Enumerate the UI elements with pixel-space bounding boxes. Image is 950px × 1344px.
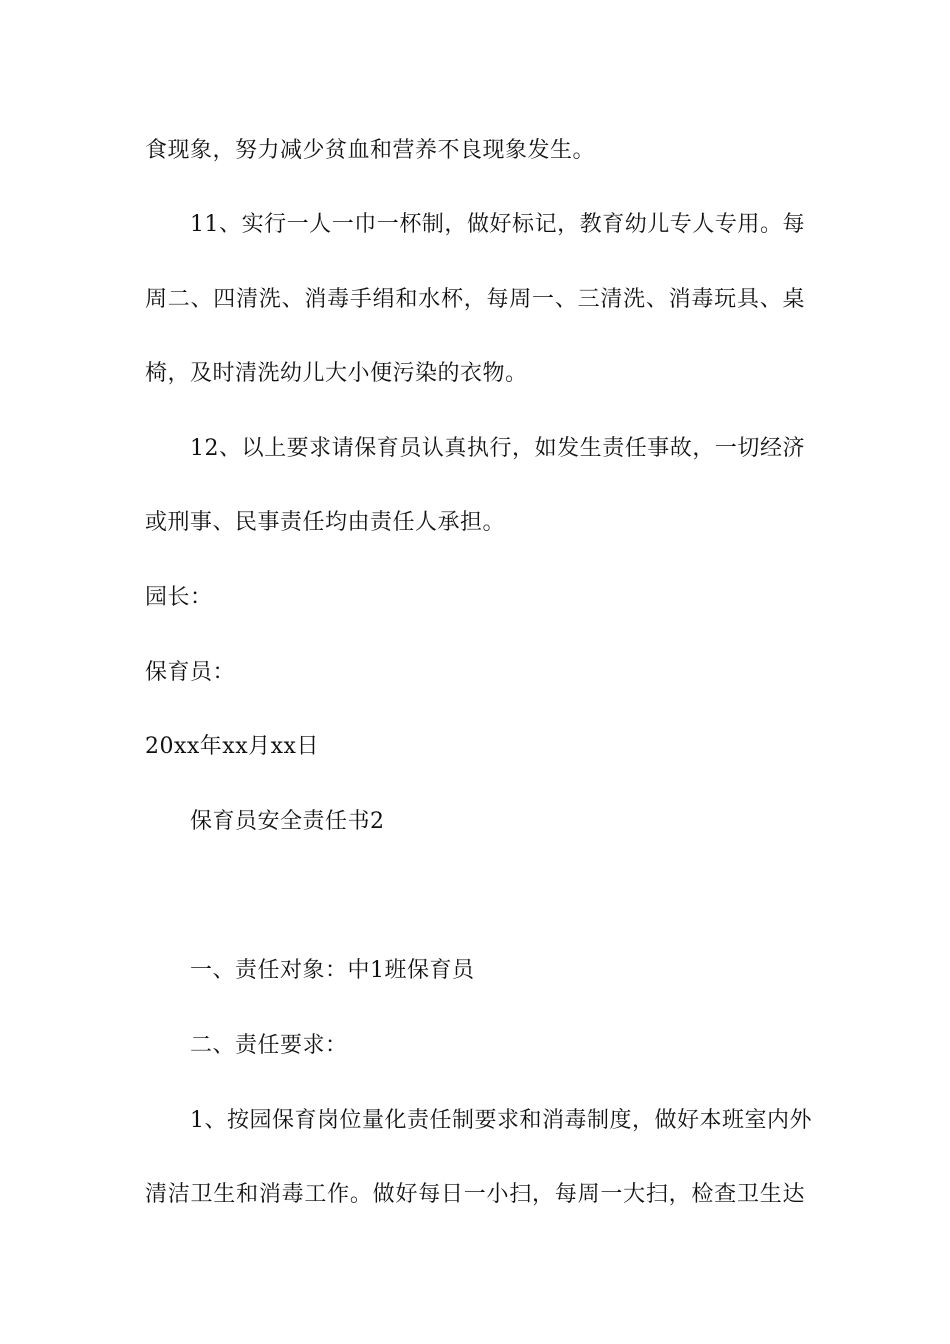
paragraph-line: 食现象，努力减少贫血和营养不良现象发生。 [145,138,596,163]
signature-principal-label: 园长： [145,585,213,610]
paragraph-line: 椅，及时清洗幼儿大小便污染的衣物。 [145,361,528,386]
responsibility-requirements-heading: 二、责任要求： [190,1033,348,1058]
section-title: 保育员安全责任书2 [190,809,385,834]
date-line: 20xx年xx月xx日 [145,734,319,759]
paragraph-line: 12、以上要求请保育员认真执行，如发生责任事故，一切经济 [190,436,805,461]
paragraph-line: 或刑事、民事责任均由责任人承担。 [145,510,506,535]
paragraph-line: 周二、四清洗、消毒手绢和水杯，每周一、三清洗、消毒玩具、桌 [145,287,805,312]
signature-caregiver-label: 保育员： [145,660,236,685]
paragraph-line: 11、实行一人一巾一杯制，做好标记，教育幼儿专人专用。每 [190,212,805,237]
responsibility-target: 一、责任对象：中1班保育员 [190,958,475,983]
paragraph-line: 清洁卫生和消毒工作。做好每日一小扫，每周一大扫，检查卫生达 [145,1182,805,1207]
paragraph-line: 1、按园保育岗位量化责任制要求和消毒制度，做好本班室内外 [190,1108,812,1133]
